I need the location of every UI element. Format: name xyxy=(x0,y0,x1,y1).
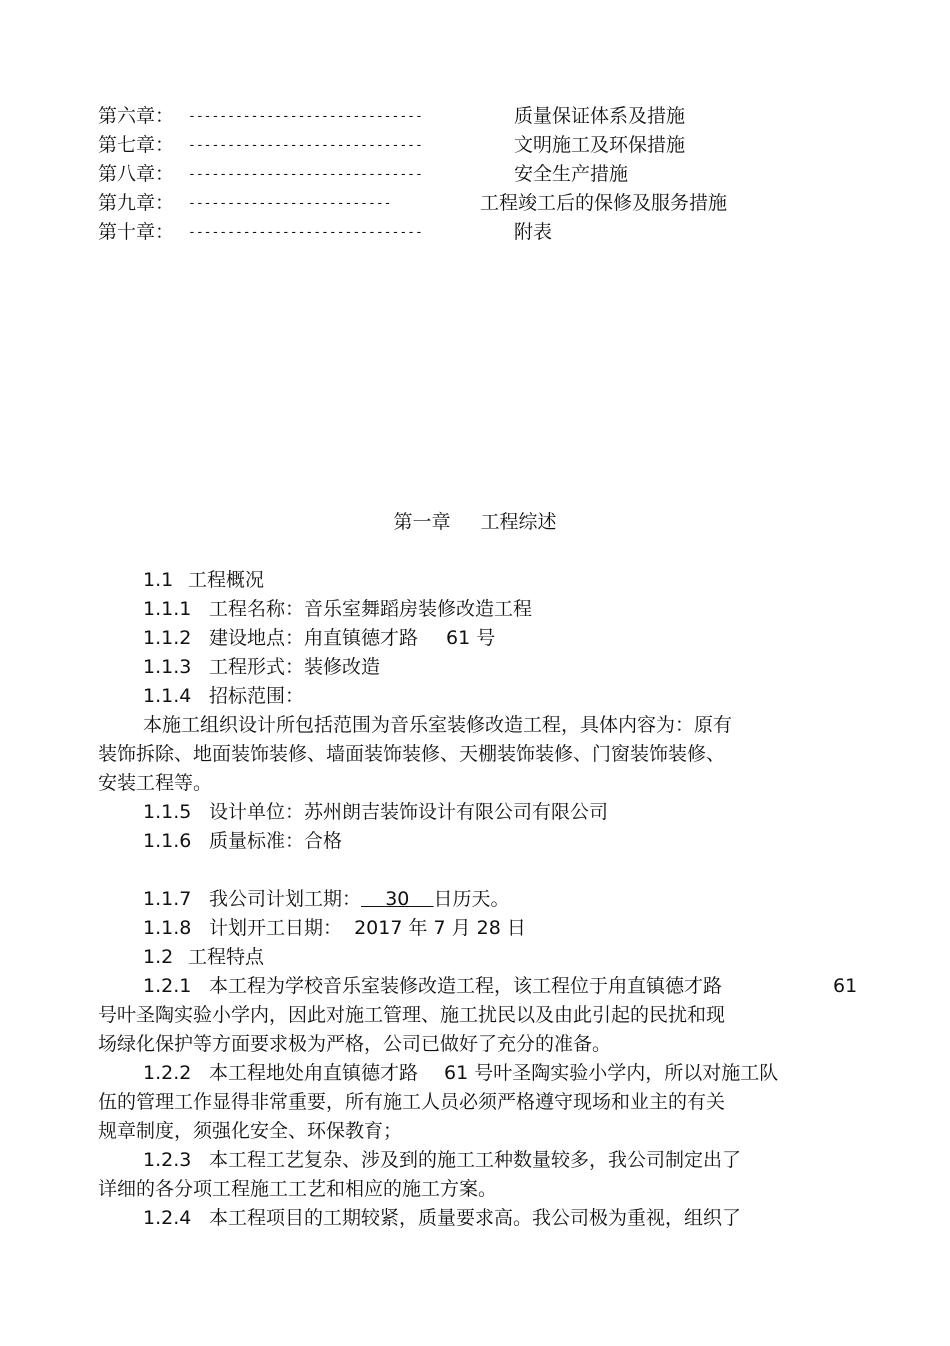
item-text-number: 61 xyxy=(833,975,858,997)
toc-chapter-label: 第六章： xyxy=(98,105,175,127)
toc-chapter-label: 第九章： xyxy=(98,192,175,214)
item-text: 质量标准：合格 xyxy=(209,830,343,852)
item-text: 招标范围： xyxy=(209,685,305,707)
item-text: 建设地点：甪直镇德才路 xyxy=(209,627,419,649)
item-text-continued: 61 号叶圣陶实验小学内，所以对施工队 xyxy=(444,1062,779,1084)
list-item xyxy=(98,885,858,914)
section-title: 工程概况 xyxy=(188,569,265,591)
item-text: 本工程工艺复杂、涉及到的施工工种数量较多，我公司制定出了 xyxy=(209,1149,742,1171)
toc-row xyxy=(0,102,950,131)
list-item xyxy=(98,798,858,827)
paragraph-line: 详细的各分项工程施工工艺和相应的施工方案。 xyxy=(98,1178,498,1200)
paragraph-line: 安装工程等。 xyxy=(98,772,213,794)
toc-leader-dashes: -------------------------- xyxy=(188,196,392,211)
list-item xyxy=(98,1146,858,1175)
toc-row xyxy=(0,160,950,189)
item-number: 1.1.5 xyxy=(143,801,192,823)
list-item xyxy=(98,972,858,1001)
item-number: 1.2.2 xyxy=(143,1062,192,1084)
paragraph-line: 伍的管理工作显得非常重要，所有施工人员必须严格遵守现场和业主的有关 xyxy=(98,1091,726,1113)
planned-days-value xyxy=(361,888,434,910)
item-text: 本工程项目的工期较紧，质量要求高。我公司极为重视，组织了 xyxy=(209,1207,742,1229)
item-number: 1.2.3 xyxy=(143,1149,192,1171)
list-item xyxy=(98,1204,858,1233)
toc-chapter-label: 第十章： xyxy=(98,221,175,243)
planned-days-number: 30 xyxy=(385,888,410,910)
toc-title: 文明施工及环保措施 xyxy=(514,134,686,156)
section-number: 1.2 xyxy=(143,946,174,968)
toc-title: 附表 xyxy=(514,221,553,243)
item-number: 1.2.4 xyxy=(143,1207,192,1229)
list-item xyxy=(98,914,858,943)
toc-chapter-label: 第七章： xyxy=(98,134,175,156)
list-item xyxy=(98,653,858,682)
item-text: 本工程地处甪直镇德才路 xyxy=(209,1062,419,1084)
item-text: 工程名称：音乐室舞蹈房装修改造工程 xyxy=(209,598,533,620)
item-number: 1.1.8 xyxy=(143,917,192,939)
chapter-number: 第一章 xyxy=(393,511,451,533)
section-title: 工程特点 xyxy=(188,946,265,968)
item-number: 1.1.7 xyxy=(143,888,192,910)
item-number: 1.2.1 xyxy=(143,975,192,997)
list-item xyxy=(98,682,858,711)
toc-row xyxy=(0,189,950,218)
item-text-number: 61 号 xyxy=(446,627,496,649)
item-number: 1.1.1 xyxy=(143,598,192,620)
list-item xyxy=(98,624,858,653)
list-item xyxy=(98,595,858,624)
toc-title: 安全生产措施 xyxy=(514,163,629,185)
blank-line xyxy=(98,856,858,885)
document-body xyxy=(98,566,858,1233)
toc-row xyxy=(0,131,950,160)
toc-title: 工程竣工后的保修及服务措施 xyxy=(480,192,728,214)
section-heading xyxy=(98,566,858,595)
item-number: 1.1.6 xyxy=(143,830,192,852)
item-text: 本工程为学校音乐室装修改造工程，该工程位于甪直镇德才路 xyxy=(209,975,723,997)
chapter-heading xyxy=(0,508,950,537)
item-number: 1.1.2 xyxy=(143,627,192,649)
paragraph-line: 装饰拆除、地面装饰装修、墙面装饰装修、天棚装饰装修、门窗装饰装修、 xyxy=(98,743,726,765)
section-heading xyxy=(98,943,858,972)
section-number: 1.1 xyxy=(143,569,174,591)
toc-leader-dashes: ------------------------------ xyxy=(188,138,423,153)
paragraph-line: 规章制度，须强化安全、环保教育； xyxy=(98,1120,403,1142)
item-text: 设计单位：苏州朗吉装饰设计有限公司有限公司 xyxy=(209,801,609,823)
item-number: 1.1.4 xyxy=(143,685,192,707)
paragraph-line: 号叶圣陶实验小学内，因此对施工管理、施工扰民以及由此引起的民扰和现 xyxy=(98,1004,726,1026)
paragraph-line: 场绿化保护等方面要求极为严格，公司已做好了充分的准备。 xyxy=(98,1033,612,1055)
toc-title: 质量保证体系及措施 xyxy=(514,105,686,127)
list-item xyxy=(98,1059,858,1088)
item-text: 我公司计划工期： xyxy=(209,888,362,910)
toc-row xyxy=(0,218,950,247)
toc-chapter-label: 第八章： xyxy=(98,163,175,185)
item-number: 1.1.3 xyxy=(143,656,192,678)
toc-leader-dashes: ------------------------------ xyxy=(188,225,423,240)
item-text-suffix: 日历天。 xyxy=(433,888,510,910)
table-of-contents xyxy=(0,102,950,247)
item-text: 工程形式：装修改造 xyxy=(209,656,381,678)
toc-leader-dashes: ------------------------------ xyxy=(188,167,423,182)
toc-leader-dashes: ------------------------------ xyxy=(188,109,423,124)
paragraph-line: 本施工组织设计所包括范围为音乐室装修改造工程，具体内容为：原有 xyxy=(143,714,733,736)
chapter-title: 工程综述 xyxy=(480,511,557,533)
list-item xyxy=(98,827,858,856)
item-text: 计划开工日期： 2017 年 7 月 28 日 xyxy=(209,917,526,939)
